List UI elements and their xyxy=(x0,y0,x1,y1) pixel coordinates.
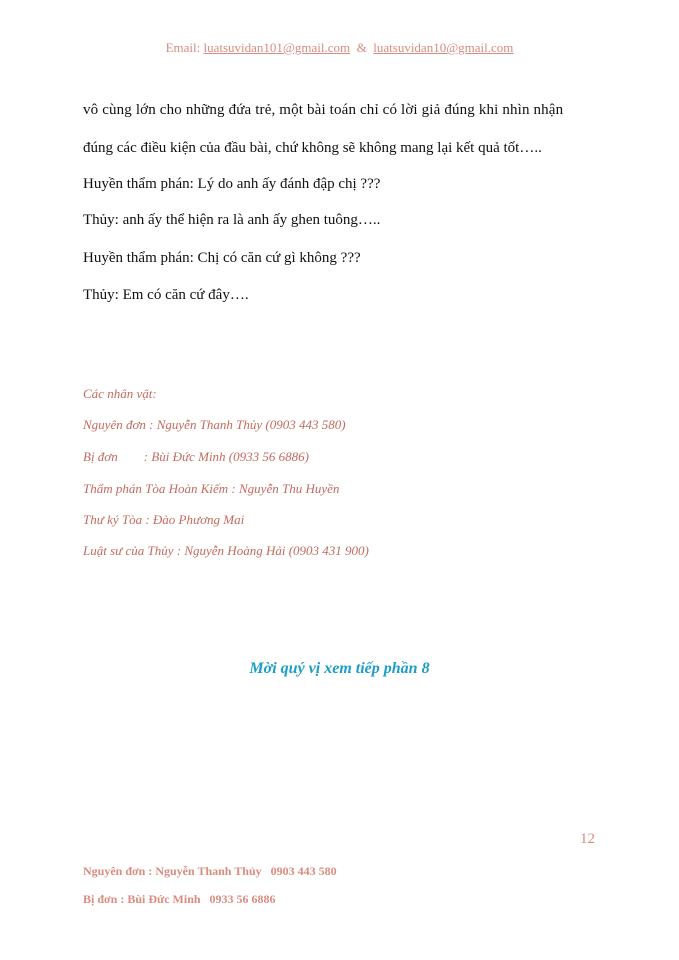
body-line: đúng các điều kiện của đầu bài, chứ không sẽ không mang lại kết quả tốt….. xyxy=(83,140,542,156)
email-separator: & xyxy=(356,40,367,55)
continue-notice: Mời quý vị xem tiếp phần 8 xyxy=(249,660,430,677)
cast-line: Luật sư của Thủy : Nguyễn Hoàng Hải (0903 431 900) xyxy=(83,543,369,558)
page-number: 12 xyxy=(580,831,595,847)
cast-line: Bị đơn : Bùi Đức Minh (0933 56 6886) xyxy=(83,449,309,464)
footer-line: Bị đơn : Bùi Đức Minh 0933 56 6886 xyxy=(83,892,276,906)
footer-line: Nguyên đơn : Nguyễn Thanh Thủy 0903 443 580 xyxy=(83,864,337,878)
email-link-1[interactable]: luatsuvidan101@gmail.com xyxy=(203,40,351,55)
body-line: Huyền thẩm phán: Lý do anh ấy đánh đập chị ??? xyxy=(83,176,381,192)
cast-line: Thư ký Tòa : Đào Phương Mai xyxy=(83,512,245,527)
body-line: Huyền thẩm phán: Chị có căn cứ gì không ??? xyxy=(83,250,361,266)
email-label: Email: xyxy=(165,40,201,55)
cast-line: Thẩm phán Tòa Hoàn Kiếm : Nguyễn Thu Huyền xyxy=(83,481,340,496)
body-line: Thủy: Em có căn cứ đây…. xyxy=(83,287,249,303)
cast-line: Nguyên đơn : Nguyễn Thanh Thủy (0903 443 580) xyxy=(83,417,346,432)
body-line: Thủy: anh ấy thể hiện ra là anh ấy ghen tuông….. xyxy=(83,212,381,228)
cast-title: Các nhân vật: xyxy=(83,386,157,401)
body-line: vô cùng lớn cho những đứa trẻ, một bài toán chỉ có lời giả đúng khi nhìn nhận xyxy=(83,102,564,118)
email-link-2[interactable]: luatsuvidan10@gmail.com xyxy=(373,40,514,55)
page-header xyxy=(0,40,679,56)
